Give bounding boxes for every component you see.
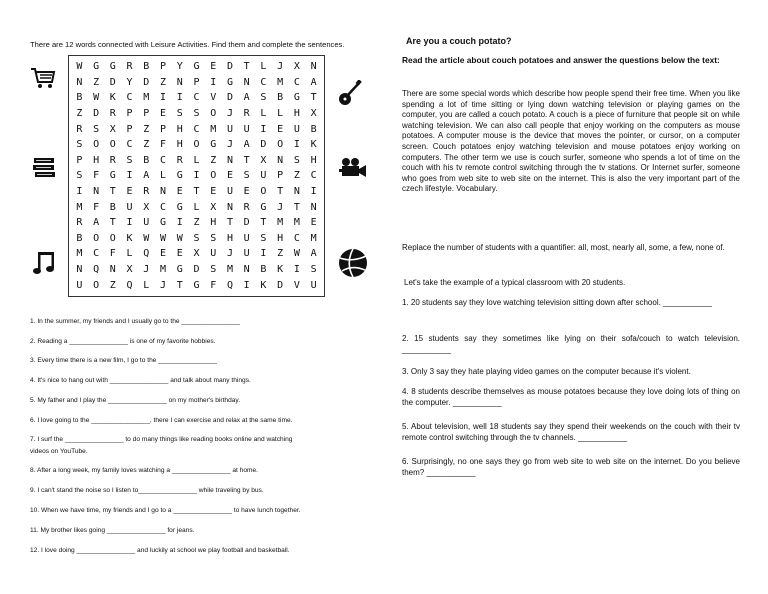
shopping-cart-icon	[30, 66, 56, 90]
grid-letter: C	[260, 76, 267, 88]
grid-letter: I	[310, 186, 317, 198]
grid-letter: O	[93, 279, 100, 291]
grid-letter: I	[176, 217, 183, 229]
example-text: Let's take the example of a typical classroom with 20 students.	[404, 278, 626, 287]
sentence-2: 2. Reading a ________________ is one of my favorite hobbies.	[30, 338, 216, 345]
grid-letter: P	[126, 123, 133, 135]
grid-letter: D	[143, 76, 150, 88]
grid-letter: H	[310, 154, 317, 166]
grid-letter: L	[193, 154, 200, 166]
grid-letter: N	[76, 76, 83, 88]
grid-letter: N	[243, 264, 250, 276]
grid-letter: U	[293, 123, 300, 135]
grid-letter: Q	[143, 248, 150, 260]
question-4: 4. 8 students describe themselves as mouse potatoes because they love doing lots of thing on the computer. ___________	[402, 387, 740, 407]
grid-letter: O	[109, 139, 116, 151]
grid-letter: M	[226, 264, 233, 276]
grid-letter: K	[126, 232, 133, 244]
grid-letter: G	[193, 279, 200, 291]
grid-letter: J	[226, 139, 233, 151]
grid-letter: E	[210, 186, 217, 198]
grid-letter: I	[126, 217, 133, 229]
grid-letter: E	[210, 61, 217, 73]
grid-letter: Z	[109, 279, 116, 291]
grid-letter: R	[109, 154, 116, 166]
sentence-10: 10. When we have time, my friends and I go to a ________________ to have lunch together.	[30, 507, 301, 514]
grid-letter: B	[76, 232, 83, 244]
grid-letter: C	[160, 154, 167, 166]
sentence-1: 1. In the summer, my friends and I usually go to the ________________	[30, 318, 241, 325]
grid-letter: Z	[143, 123, 150, 135]
grid-letter: H	[277, 232, 284, 244]
grid-letter: Z	[210, 154, 217, 166]
grid-letter: A	[243, 139, 250, 151]
grid-letter: B	[143, 154, 150, 166]
grid-letter: T	[176, 279, 183, 291]
grid-letter: H	[176, 123, 183, 135]
grid-letter: R	[109, 108, 116, 120]
sentence-4: 4. It's nice to hang out with ________________ and talk about many things.	[30, 377, 251, 384]
grid-letter: J	[143, 264, 150, 276]
grid-letter: K	[260, 279, 267, 291]
grid-letter: R	[126, 61, 133, 73]
grid-letter: D	[109, 76, 116, 88]
grid-letter: O	[260, 186, 267, 198]
grid-letter: D	[243, 217, 250, 229]
grid-letter: S	[193, 108, 200, 120]
grid-letter: H	[210, 217, 217, 229]
grid-letter: A	[243, 92, 250, 104]
grid-letter: M	[76, 248, 83, 260]
grid-letter: T	[310, 92, 317, 104]
grid-letter: O	[109, 232, 116, 244]
grid-letter: I	[160, 92, 167, 104]
grid-letter: I	[193, 170, 200, 182]
sentence-6: 6. I love going to the ________________, there I can exercise and relax at the same time.	[30, 417, 293, 424]
grid-letter: F	[93, 170, 100, 182]
grid-letter: F	[93, 201, 100, 213]
grid-letter: T	[260, 217, 267, 229]
wordsearch-grid	[68, 55, 325, 297]
grid-letter: Z	[143, 139, 150, 151]
grid-letter: X	[143, 201, 150, 213]
grid-letter: V	[210, 92, 217, 104]
grid-letter: T	[193, 186, 200, 198]
grid-letter: A	[310, 76, 317, 88]
grid-letter: G	[160, 217, 167, 229]
grid-letter: M	[293, 217, 300, 229]
grid-letter: Y	[176, 61, 183, 73]
grid-letter: V	[293, 279, 300, 291]
wordsearch-instruction: There are 12 words connected with Leisure Activities. Find them and complete the sentences.	[30, 40, 345, 49]
grid-letter: N	[93, 186, 100, 198]
grid-letter: X	[109, 123, 116, 135]
grid-letter: C	[310, 170, 317, 182]
sentence-11: 11. My brother likes going ________________ for jeans.	[30, 527, 195, 534]
grid-letter: P	[160, 61, 167, 73]
grid-letter: G	[293, 92, 300, 104]
grid-letter: N	[76, 264, 83, 276]
books-icon	[32, 157, 56, 179]
grid-letter: O	[210, 108, 217, 120]
grid-letter: I	[260, 248, 267, 260]
grid-letter: L	[160, 170, 167, 182]
grid-letter: Z	[93, 76, 100, 88]
grid-letter: Q	[226, 279, 233, 291]
grid-letter: C	[193, 123, 200, 135]
grid-letter: M	[277, 217, 284, 229]
grid-letter: N	[226, 154, 233, 166]
grid-letter: B	[143, 61, 150, 73]
grid-letter: R	[76, 217, 83, 229]
grid-letter: U	[310, 279, 317, 291]
grid-letter: E	[176, 248, 183, 260]
grid-letter: H	[226, 232, 233, 244]
grid-letter: M	[277, 76, 284, 88]
grid-letter: I	[176, 92, 183, 104]
grid-letter: N	[243, 76, 250, 88]
grid-letter: K	[109, 92, 116, 104]
grid-letter: S	[126, 154, 133, 166]
grid-letter: T	[109, 186, 116, 198]
grid-letter: L	[126, 248, 133, 260]
grid-letter: T	[243, 154, 250, 166]
grid-letter: R	[176, 154, 183, 166]
grid-letter: E	[226, 170, 233, 182]
grid-letter: Q	[126, 279, 133, 291]
grid-letter: Y	[126, 76, 133, 88]
quantifier-task: Replace the number of students with a quantifier: all, most, nearly all, some, a few, none of.	[402, 243, 725, 252]
movie-camera-icon	[339, 157, 367, 179]
grid-letter: X	[293, 61, 300, 73]
grid-letter: S	[210, 264, 217, 276]
grid-letter: O	[210, 170, 217, 182]
grid-letter: D	[277, 279, 284, 291]
grid-letter: S	[260, 92, 267, 104]
grid-letter: R	[243, 108, 250, 120]
grid-letter: W	[93, 92, 100, 104]
grid-letter: O	[193, 139, 200, 151]
grid-letter: D	[260, 139, 267, 151]
sentence-9: 9. I can't stand the noise so I listen to________________ while traveling by bus.	[30, 487, 264, 494]
sentence-8: 8. After a long week, my family loves watching a ________________ at home.	[30, 467, 258, 474]
grid-letter: O	[93, 139, 100, 151]
grid-letter: G	[210, 139, 217, 151]
grid-letter: T	[277, 186, 284, 198]
grid-letter: N	[277, 154, 284, 166]
grid-letter: X	[310, 108, 317, 120]
sentence-7-continued: videos on YouTube.	[30, 448, 88, 455]
grid-letter: W	[143, 232, 150, 244]
grid-letter: C	[93, 248, 100, 260]
grid-letter: P	[76, 154, 83, 166]
grid-letter: E	[160, 248, 167, 260]
grid-letter: C	[160, 201, 167, 213]
grid-letter: A	[143, 170, 150, 182]
grid-letter: S	[260, 232, 267, 244]
grid-letter: D	[226, 61, 233, 73]
grid-letter: M	[76, 201, 83, 213]
grid-letter: O	[93, 232, 100, 244]
grid-letter: M	[310, 232, 317, 244]
grid-letter: F	[109, 248, 116, 260]
grid-letter: M	[160, 264, 167, 276]
grid-letter: E	[176, 186, 183, 198]
grid-letter: G	[176, 201, 183, 213]
sentence-5: 5. My father and I play the ________________ on my mother's birthday.	[30, 397, 241, 404]
grid-letter: R	[76, 123, 83, 135]
grid-letter: E	[243, 186, 250, 198]
grid-letter: G	[93, 61, 100, 73]
grid-letter: T	[109, 217, 116, 229]
grid-letter: J	[277, 61, 284, 73]
sentence-7: 7. I surf the ________________ to do many things like reading books online and watching	[30, 436, 293, 443]
guitar-icon	[338, 80, 362, 106]
grid-letter: G	[176, 264, 183, 276]
grid-letter: B	[76, 92, 83, 104]
article-title: Are you a couch potato?	[406, 36, 512, 46]
grid-letter: B	[310, 123, 317, 135]
grid-letter: U	[76, 279, 83, 291]
grid-letter: L	[143, 279, 150, 291]
grid-letter: S	[93, 123, 100, 135]
grid-letter: O	[277, 139, 284, 151]
grid-letter: X	[210, 201, 217, 213]
grid-letter: N	[176, 76, 183, 88]
grid-letter: C	[193, 92, 200, 104]
grid-letter: N	[109, 264, 116, 276]
grid-letter: S	[76, 170, 83, 182]
grid-letter: N	[226, 201, 233, 213]
question-1: 1. 20 students say they love watching television sitting down after school. ___________	[402, 298, 712, 307]
grid-letter: G	[109, 170, 116, 182]
grid-letter: Z	[293, 170, 300, 182]
grid-letter: U	[243, 232, 250, 244]
grid-letter: S	[210, 232, 217, 244]
grid-letter: W	[176, 232, 183, 244]
grid-letter: F	[210, 279, 217, 291]
grid-letter: L	[260, 61, 267, 73]
grid-letter: C	[293, 76, 300, 88]
grid-letter: H	[93, 154, 100, 166]
grid-letter: C	[126, 139, 133, 151]
grid-letter: M	[210, 123, 217, 135]
grid-letter: U	[143, 217, 150, 229]
grid-letter: S	[243, 170, 250, 182]
grid-letter: U	[126, 201, 133, 213]
grid-letter: E	[126, 186, 133, 198]
grid-letter: I	[243, 279, 250, 291]
sentence-3: 3. Every time there is a new film, I go to the ________________	[30, 357, 217, 364]
grid-letter: J	[226, 108, 233, 120]
grid-letter: C	[126, 92, 133, 104]
grid-letter: J	[160, 279, 167, 291]
music-note-icon	[32, 250, 56, 276]
grid-letter: Z	[277, 248, 284, 260]
grid-letter: A	[93, 217, 100, 229]
grid-letter: W	[293, 248, 300, 260]
grid-letter: W	[160, 232, 167, 244]
grid-letter: N	[160, 186, 167, 198]
grid-letter: P	[160, 123, 167, 135]
grid-letter: G	[226, 76, 233, 88]
grid-letter: Z	[160, 76, 167, 88]
grid-letter: U	[226, 123, 233, 135]
grid-letter: B	[109, 201, 116, 213]
grid-letter: H	[176, 139, 183, 151]
question-6: 6. Surprisingly, no one says they go from web site to web site on the internet. Do you believe them? ___________	[402, 457, 740, 477]
sentence-12: 12. I love doing ________________ and luckily at school we play football and basketball.	[30, 547, 290, 554]
grid-letter: H	[293, 108, 300, 120]
grid-letter: Z	[193, 217, 200, 229]
grid-letter: P	[277, 170, 284, 182]
grid-letter: D	[93, 108, 100, 120]
grid-letter: Q	[93, 264, 100, 276]
grid-letter: G	[109, 61, 116, 73]
question-5: 5. About television, well 18 students say they spend their weekends on the couch with their tv remote control switching through the tv channels. ___________	[402, 422, 740, 442]
grid-letter: R	[243, 201, 250, 213]
grid-letter: A	[310, 248, 317, 260]
grid-letter: N	[310, 61, 317, 73]
grid-letter: E	[277, 123, 284, 135]
grid-letter: C	[293, 232, 300, 244]
grid-letter: L	[193, 201, 200, 213]
grid-letter: P	[193, 76, 200, 88]
grid-letter: I	[76, 186, 83, 198]
grid-letter: G	[176, 170, 183, 182]
grid-letter: I	[260, 123, 267, 135]
grid-letter: I	[293, 264, 300, 276]
grid-letter: Z	[76, 108, 83, 120]
question-3: 3. Only 3 say they hate playing video games on the computer because it's violent.	[402, 367, 691, 376]
grid-letter: F	[160, 139, 167, 151]
grid-letter: J	[277, 201, 284, 213]
grid-letter: D	[226, 92, 233, 104]
grid-letter: W	[76, 61, 83, 73]
grid-letter: S	[193, 232, 200, 244]
grid-letter: U	[243, 123, 250, 135]
article-text: There are some special words which describe how people spend their free time. When you like spending a lot of time sitting or lying down watching television or playing games on the computer, you are called a couch potato. A couch is a piece of furniture that people sit on while watching television. We can also call people that enjoy working on the computers as mouse potatoes. A computer mouse is the device that moves the pointer, or cursor, on a computer screen. Couch potatoes enjoy watching television and mouse potatoes enjoy working on computers. The other term we use is couch surfer, someone who spends a lot of time on the couch with his tv remote control switching through the tv stations. Or Internet surfer, someone who goes from web site to web site on the internet. This is also the very important part of the czech lifestyle. Vocabulary.	[402, 89, 740, 194]
grid-letter: S	[310, 264, 317, 276]
grid-letter: P	[126, 108, 133, 120]
article-instruction: Read the article about couch potatoes and answer the questions below the text:	[402, 55, 720, 65]
grid-letter: N	[293, 186, 300, 198]
grid-letter: S	[176, 108, 183, 120]
grid-letter: K	[310, 139, 317, 151]
grid-letter: U	[226, 186, 233, 198]
grid-letter: N	[310, 201, 317, 213]
grid-letter: E	[160, 108, 167, 120]
grid-letter: E	[310, 217, 317, 229]
grid-letter: K	[277, 264, 284, 276]
grid-letter: S	[293, 154, 300, 166]
grid-letter: B	[277, 92, 284, 104]
question-2: 2. 15 students say they sometimes like lying on their sofa/couch to watch television. ___________	[402, 334, 740, 354]
grid-letter: L	[277, 108, 284, 120]
grid-letter: U	[243, 248, 250, 260]
grid-letter: X	[260, 154, 267, 166]
grid-letter: T	[226, 217, 233, 229]
grid-letter: U	[260, 170, 267, 182]
grid-letter: J	[226, 248, 233, 260]
grid-letter: P	[143, 108, 150, 120]
grid-letter: T	[243, 61, 250, 73]
grid-letter: I	[210, 76, 217, 88]
grid-letter: G	[260, 201, 267, 213]
grid-letter: S	[76, 139, 83, 151]
grid-letter: I	[126, 170, 133, 182]
grid-letter: G	[193, 61, 200, 73]
grid-letter: U	[210, 248, 217, 260]
grid-letter: M	[143, 92, 150, 104]
grid-letter: X	[126, 264, 133, 276]
grid-letter: T	[293, 201, 300, 213]
grid-letter: L	[260, 108, 267, 120]
grid-letter: D	[193, 264, 200, 276]
grid-letter: R	[143, 186, 150, 198]
volleyball-icon	[338, 248, 368, 278]
grid-letter: I	[293, 139, 300, 151]
grid-letter: B	[260, 264, 267, 276]
grid-letter: X	[193, 248, 200, 260]
